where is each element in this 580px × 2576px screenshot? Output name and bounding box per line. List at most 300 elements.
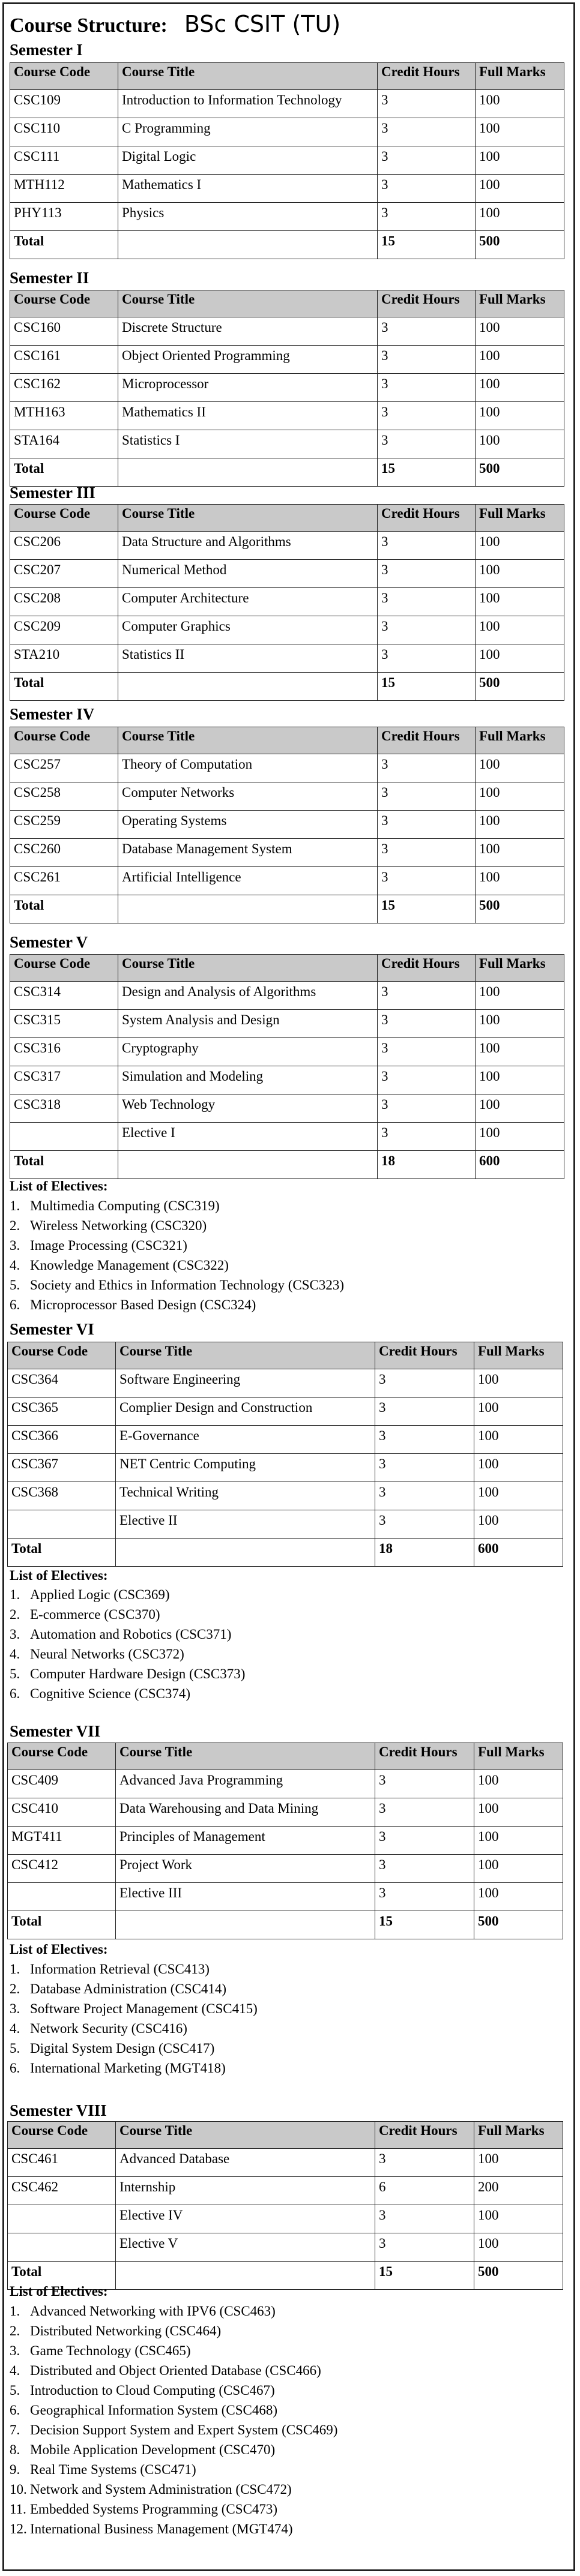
table-row (10, 754, 564, 782)
elective-name: Mobile Application Development (CSC470) (30, 2442, 276, 2457)
credit-hours-cell: 3 (378, 644, 476, 673)
total-label: Total (10, 1151, 118, 1179)
full-marks-cell: 100 (476, 588, 564, 616)
credit-hours-cell: 3 (378, 982, 476, 1010)
course-code-cell: CSC257 (10, 754, 118, 782)
table-row (10, 867, 564, 895)
course-title-cell: Advanced Database (116, 2149, 375, 2177)
course-title-cell: Computer Graphics (118, 616, 378, 644)
elective-number: 2. (10, 2323, 20, 2338)
course-code-cell: MTH163 (10, 402, 118, 430)
course-title-cell: Software Engineering (116, 1369, 375, 1398)
elective-name: Computer Hardware Design (CSC373) (30, 1666, 246, 1681)
column-header: Credit Hours (378, 955, 476, 982)
column-header: Course Title (116, 1342, 375, 1369)
course-title-cell: Mathematics I (118, 175, 378, 203)
full-marks-cell: 100 (474, 1426, 563, 1454)
course-code-cell: CSC462 (8, 2177, 116, 2205)
credit-hours-cell: 3 (378, 118, 476, 146)
elective-number: 2. (10, 1981, 20, 1996)
course-title-cell: Design and Analysis of Algorithms (118, 982, 378, 1010)
column-header: Course Code (8, 2122, 116, 2149)
elective-number: 1. (10, 1587, 20, 1602)
credit-hours-cell: 3 (378, 782, 476, 811)
course-title-cell: Microprocessor (118, 374, 378, 402)
column-header: Full Marks (474, 1342, 563, 1369)
full-marks-cell: 100 (476, 175, 564, 203)
course-title-cell: Introduction to Information Technology (118, 90, 378, 118)
semester-8-table (7, 2121, 563, 2290)
elective-item (10, 2400, 337, 2420)
table-row (10, 402, 564, 430)
semester-1-heading: Semester I (10, 41, 83, 59)
elective-number: 11. (10, 2502, 26, 2517)
course-code-cell: CSC110 (10, 118, 118, 146)
course-code-cell (8, 2205, 116, 2233)
elective-number: 2. (10, 1218, 20, 1233)
course-title-cell: Statistics I (118, 430, 378, 458)
column-header: Course Code (10, 290, 118, 317)
course-title-cell: Elective I (118, 1123, 378, 1151)
credit-hours-cell: 3 (375, 1482, 474, 1510)
credit-hours-cell: 3 (378, 175, 476, 203)
column-header: Course Code (8, 1342, 116, 1369)
table-header-row (8, 2122, 563, 2149)
elective-name: Digital System Design (CSC417) (30, 2041, 215, 2056)
table-row (10, 560, 564, 588)
elective-name: Distributed Networking (CSC464) (30, 2323, 222, 2338)
elective-number: 9. (10, 2462, 20, 2477)
full-marks-cell: 100 (476, 1066, 564, 1094)
total-credits: 15 (375, 1911, 474, 1939)
column-header: Course Title (118, 505, 378, 532)
column-header: Credit Hours (378, 290, 476, 317)
elective-number: 4. (10, 1258, 20, 1273)
semester-5-table (10, 954, 564, 1179)
semester-4-heading: Semester IV (10, 705, 95, 723)
full-marks-cell: 100 (474, 1798, 563, 1827)
course-code-cell: CSC364 (8, 1369, 116, 1398)
total-row (10, 673, 564, 701)
semester-2-table (10, 290, 564, 487)
elective-number: 4. (10, 1647, 20, 1662)
full-marks-cell: 100 (474, 1482, 563, 1510)
elective-item (10, 2380, 337, 2400)
elective-number: 4. (10, 2363, 20, 2378)
course-title-cell: Internship (116, 2177, 375, 2205)
semester-8-electives-heading: List of Electives: (10, 2284, 108, 2299)
full-marks-cell: 100 (476, 346, 564, 374)
course-code-cell (8, 1883, 116, 1911)
elective-item (10, 1585, 245, 1605)
course-code-cell: CSC260 (10, 839, 118, 867)
full-marks-cell: 100 (474, 1770, 563, 1798)
full-marks-cell: 100 (476, 402, 564, 430)
full-marks-cell: 100 (474, 1510, 563, 1539)
elective-number: 12. (10, 2521, 27, 2536)
table-row (10, 203, 564, 231)
semester-5-electives-heading: List of Electives: (10, 1178, 108, 1193)
credit-hours-cell: 6 (375, 2177, 474, 2205)
total-credits: 15 (378, 895, 476, 923)
semester-5-heading: Semester V (10, 933, 88, 951)
elective-number: 7. (10, 2422, 20, 2437)
course-code-cell: CSC261 (10, 867, 118, 895)
elective-name: Cognitive Science (CSC374) (30, 1686, 191, 1701)
elective-name: Distributed and Object Oriented Database (CSC466) (30, 2363, 321, 2378)
column-header: Course Title (118, 290, 378, 317)
full-marks-cell: 100 (476, 616, 564, 644)
full-marks-cell: 100 (476, 1038, 564, 1066)
table-header-row (10, 955, 564, 982)
column-header: Course Title (116, 1743, 375, 1770)
column-header: Credit Hours (378, 727, 476, 754)
table-header-row (10, 63, 564, 90)
full-marks-cell: 100 (476, 374, 564, 402)
table-row (8, 1454, 563, 1482)
total-empty-cell (118, 231, 378, 259)
elective-name: Neural Networks (CSC372) (30, 1647, 184, 1662)
total-empty-cell (116, 1539, 375, 1567)
credit-hours-cell: 3 (378, 90, 476, 118)
credit-hours-cell: 3 (375, 1798, 474, 1827)
table-row (8, 1798, 563, 1827)
total-marks: 500 (476, 458, 564, 487)
elective-number: 5. (10, 2041, 20, 2056)
course-code-cell: STA210 (10, 644, 118, 673)
elective-number: 3. (10, 2343, 20, 2358)
course-title-cell: Elective III (116, 1883, 375, 1911)
table-header-row (10, 727, 564, 754)
total-row (10, 895, 564, 923)
total-credits: 18 (375, 1539, 474, 1567)
total-marks: 500 (476, 231, 564, 259)
total-marks: 600 (476, 1151, 564, 1179)
elective-item (10, 1196, 344, 1216)
table-row (10, 644, 564, 673)
elective-item (10, 1684, 245, 1704)
table-header-row (10, 290, 564, 317)
total-empty-cell (118, 458, 378, 487)
elective-number: 3. (10, 1238, 20, 1253)
credit-hours-cell: 3 (375, 2149, 474, 2177)
course-title-cell: System Analysis and Design (118, 1010, 378, 1038)
table-row (8, 2149, 563, 2177)
credit-hours-cell: 3 (375, 1426, 474, 1454)
credit-hours-cell: 3 (378, 560, 476, 588)
full-marks-cell: 100 (476, 118, 564, 146)
table-row (10, 118, 564, 146)
elective-name: Game Technology (CSC465) (30, 2343, 191, 2358)
credit-hours-cell: 3 (378, 430, 476, 458)
total-label: Total (8, 2262, 116, 2290)
credit-hours-cell: 3 (378, 146, 476, 175)
credit-hours-cell: 3 (378, 588, 476, 616)
full-marks-cell: 100 (476, 1123, 564, 1151)
full-marks-cell: 100 (476, 782, 564, 811)
elective-name: Society and Ethics in Information Technology (CSC323) (30, 1277, 345, 1293)
total-label: Total (8, 1539, 116, 1567)
semester-2-heading: Semester II (10, 269, 89, 287)
elective-name: Database Administration (CSC414) (30, 1981, 227, 1996)
elective-item (10, 2019, 258, 2038)
course-title-cell: Artificial Intelligence (118, 867, 378, 895)
column-header: Full Marks (476, 63, 564, 90)
full-marks-cell: 100 (476, 839, 564, 867)
full-marks-cell: 100 (474, 1369, 563, 1398)
table-header-row (8, 1743, 563, 1770)
table-row (10, 1038, 564, 1066)
semester-1-table (10, 62, 564, 259)
table-row (10, 616, 564, 644)
table-row (8, 1398, 563, 1426)
elective-name: Network and System Administration (CSC472) (30, 2482, 292, 2497)
column-header: Course Title (118, 727, 378, 754)
credit-hours-cell: 3 (375, 1369, 474, 1398)
elective-item (10, 2058, 258, 2078)
elective-item (10, 2301, 337, 2321)
course-title-cell: Database Management System (118, 839, 378, 867)
full-marks-cell: 100 (476, 867, 564, 895)
course-title-cell: NET Centric Computing (116, 1454, 375, 1482)
elective-number: 3. (10, 1627, 20, 1642)
total-label: Total (10, 458, 118, 487)
course-code-cell (8, 1510, 116, 1539)
semester-6-electives-heading: List of Electives: (10, 1568, 108, 1583)
title-text: Course Structure: (10, 14, 168, 37)
course-title-cell: Technical Writing (116, 1482, 375, 1510)
course-code-cell: STA164 (10, 430, 118, 458)
elective-name: Advanced Networking with IPV6 (CSC463) (30, 2304, 276, 2319)
credit-hours-cell: 3 (375, 1855, 474, 1883)
elective-number: 5. (10, 1666, 20, 1681)
semester-7-table (7, 1743, 563, 1939)
table-row (10, 982, 564, 1010)
credit-hours-cell: 3 (378, 839, 476, 867)
course-title-cell: Web Technology (118, 1094, 378, 1123)
elective-name: Software Project Management (CSC415) (30, 2001, 258, 2016)
course-code-cell: CSC317 (10, 1066, 118, 1094)
table-row (8, 1855, 563, 1883)
credit-hours-cell: 3 (375, 1454, 474, 1482)
full-marks-cell: 100 (474, 2233, 563, 2262)
elective-name: Decision Support System and Expert System (CSC469) (30, 2422, 338, 2437)
course-code-cell: CSC409 (8, 1770, 116, 1798)
credit-hours-cell: 3 (378, 532, 476, 560)
course-code-cell: CSC206 (10, 532, 118, 560)
credit-hours-cell: 3 (378, 1066, 476, 1094)
course-code-cell: CSC316 (10, 1038, 118, 1066)
elective-number: 3. (10, 2001, 20, 2016)
credit-hours-cell: 3 (375, 1883, 474, 1911)
credit-hours-cell: 3 (375, 1398, 474, 1426)
semester-8-heading: Semester VIII (10, 2101, 107, 2119)
table-row (8, 1426, 563, 1454)
table-row (10, 175, 564, 203)
course-title-cell: Data Structure and Algorithms (118, 532, 378, 560)
full-marks-cell: 100 (476, 982, 564, 1010)
column-header: Full Marks (476, 290, 564, 317)
elective-item (10, 1275, 344, 1295)
credit-hours-cell: 3 (375, 1827, 474, 1855)
page-title (10, 11, 340, 37)
course-title-cell: Digital Logic (118, 146, 378, 175)
elective-name: Embedded Systems Programming (CSC473) (30, 2502, 278, 2517)
course-code-cell: CSC412 (8, 1855, 116, 1883)
column-header: Full Marks (476, 727, 564, 754)
elective-item (10, 2361, 337, 2380)
elective-number: 6. (10, 1297, 20, 1312)
elective-name: Automation and Robotics (CSC371) (30, 1627, 232, 1642)
full-marks-cell: 100 (476, 203, 564, 231)
course-title-cell: Project Work (116, 1855, 375, 1883)
semester-6-electives-list (10, 1585, 245, 1704)
credit-hours-cell: 3 (378, 1094, 476, 1123)
credit-hours-cell: 3 (378, 317, 476, 346)
course-title-cell: Object Oriented Programming (118, 346, 378, 374)
elective-number: 1. (10, 2304, 20, 2319)
total-credits: 15 (378, 458, 476, 487)
credit-hours-cell: 3 (378, 616, 476, 644)
full-marks-cell: 100 (476, 317, 564, 346)
full-marks-cell: 100 (476, 644, 564, 673)
course-code-cell: CSC208 (10, 588, 118, 616)
elective-item (10, 2479, 337, 2499)
course-code-cell: CSC318 (10, 1094, 118, 1123)
column-header: Full Marks (476, 955, 564, 982)
course-code-cell: CSC258 (10, 782, 118, 811)
elective-item (10, 2460, 337, 2479)
course-title-cell: Computer Architecture (118, 588, 378, 616)
course-code-cell: CSC461 (8, 2149, 116, 2177)
table-header-row (8, 1342, 563, 1369)
column-header: Course Code (10, 955, 118, 982)
full-marks-cell: 100 (476, 146, 564, 175)
semester-6-table (7, 1342, 563, 1567)
elective-name: E-commerce (CSC370) (30, 1607, 160, 1622)
course-code-cell: CSC314 (10, 982, 118, 1010)
course-code-cell: CSC259 (10, 811, 118, 839)
elective-name: Applied Logic (CSC369) (30, 1587, 170, 1602)
elective-number: 10. (10, 2482, 27, 2497)
table-row (8, 1770, 563, 1798)
table-row (10, 839, 564, 867)
elective-item (10, 2440, 337, 2460)
full-marks-cell: 100 (474, 1855, 563, 1883)
elective-number: 4. (10, 2021, 20, 2036)
column-header: Credit Hours (378, 63, 476, 90)
table-row (10, 430, 564, 458)
table-header-row (10, 505, 564, 532)
table-row (8, 2205, 563, 2233)
full-marks-cell: 100 (476, 532, 564, 560)
total-marks: 500 (474, 2262, 563, 2290)
column-header: Course Title (118, 955, 378, 982)
column-header: Full Marks (474, 2122, 563, 2149)
column-header: Credit Hours (375, 1342, 474, 1369)
table-row (8, 1510, 563, 1539)
course-code-cell: CSC160 (10, 317, 118, 346)
credit-hours-cell: 3 (378, 346, 476, 374)
table-row (10, 346, 564, 374)
full-marks-cell: 100 (476, 811, 564, 839)
subtitle-text: BSc CSIT (TU) (184, 11, 341, 37)
column-header: Credit Hours (375, 1743, 474, 1770)
elective-name: International Marketing (MGT418) (30, 2061, 226, 2076)
table-row (10, 532, 564, 560)
column-header: Course Title (116, 2122, 375, 2149)
total-credits: 18 (378, 1151, 476, 1179)
full-marks-cell: 100 (474, 1883, 563, 1911)
course-code-cell: CSC367 (8, 1454, 116, 1482)
elective-number: 5. (10, 1277, 20, 1293)
semester-3-table (10, 504, 564, 701)
full-marks-cell: 200 (474, 2177, 563, 2205)
elective-item (10, 1624, 245, 1644)
total-row (10, 458, 564, 487)
elective-name: Microprocessor Based Design (CSC324) (30, 1297, 256, 1312)
table-row (10, 1094, 564, 1123)
column-header: Course Code (10, 505, 118, 532)
course-code-cell: CSC207 (10, 560, 118, 588)
full-marks-cell: 100 (476, 560, 564, 588)
full-marks-cell: 100 (474, 1827, 563, 1855)
table-row (10, 317, 564, 346)
credit-hours-cell: 3 (378, 1010, 476, 1038)
elective-name: Image Processing (CSC321) (30, 1238, 187, 1253)
course-title-cell: Physics (118, 203, 378, 231)
course-code-cell: CSC366 (8, 1426, 116, 1454)
column-header: Course Code (10, 63, 118, 90)
elective-item (10, 1216, 344, 1235)
total-empty-cell (118, 1151, 378, 1179)
elective-name: Introduction to Cloud Computing (CSC467) (30, 2383, 275, 2398)
total-label: Total (8, 1911, 116, 1939)
table-row (10, 1066, 564, 1094)
elective-item (10, 1605, 245, 1624)
course-title-cell: C Programming (118, 118, 378, 146)
course-title-cell: Advanced Java Programming (116, 1770, 375, 1798)
course-title-cell: Principles of Management (116, 1827, 375, 1855)
table-row (10, 90, 564, 118)
course-code-cell: PHY113 (10, 203, 118, 231)
course-title-cell: Complier Design and Construction (116, 1398, 375, 1426)
course-code-cell: CSC111 (10, 146, 118, 175)
elective-number: 1. (10, 1962, 20, 1977)
full-marks-cell: 100 (476, 754, 564, 782)
course-title-cell: Elective V (116, 2233, 375, 2262)
total-label: Total (10, 673, 118, 701)
elective-item (10, 1664, 245, 1684)
semester-3-heading: Semester III (10, 484, 95, 502)
elective-name: Knowledge Management (CSC322) (30, 1258, 229, 1273)
total-marks: 500 (476, 673, 564, 701)
credit-hours-cell: 3 (375, 2233, 474, 2262)
elective-number: 6. (10, 2403, 20, 2418)
table-row (10, 588, 564, 616)
elective-item (10, 1979, 258, 1999)
total-row (10, 1151, 564, 1179)
semester-6-heading: Semester VI (10, 1320, 94, 1338)
elective-name: Information Retrieval (CSC413) (30, 1962, 210, 1977)
total-marks: 600 (474, 1539, 563, 1567)
total-empty-cell (116, 1911, 375, 1939)
elective-number: 5. (10, 2383, 20, 2398)
elective-number: 2. (10, 1607, 20, 1622)
credit-hours-cell: 3 (375, 1770, 474, 1798)
total-row (8, 1911, 563, 1939)
full-marks-cell: 100 (474, 1398, 563, 1426)
